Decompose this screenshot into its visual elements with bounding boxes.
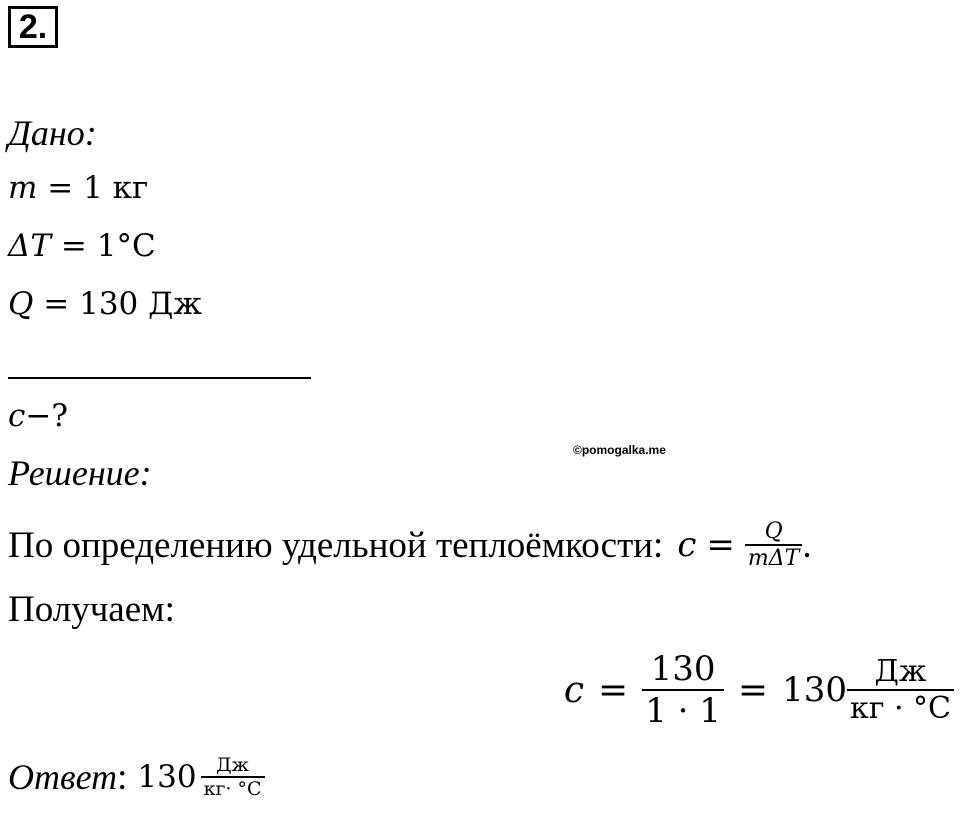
unknown-mark: −?: [25, 398, 68, 434]
definition-line: [8, 505, 812, 585]
calc-unit-numerator: Дж: [874, 654, 927, 689]
given-temperature-value: = 1°C: [51, 228, 156, 264]
solution-heading: Решение:: [8, 453, 152, 493]
answer-colon: :: [117, 756, 128, 798]
calc-equals-1: =: [598, 669, 629, 711]
calc-numerator: 130: [650, 649, 716, 689]
answer-unit-numerator: Дж: [216, 754, 250, 776]
calc-fraction: [642, 649, 724, 731]
calc-equals-2: =: [737, 669, 769, 711]
calc-value: 130: [782, 670, 847, 710]
def-equals: =: [706, 525, 735, 565]
def-numerator: Q: [764, 519, 783, 544]
answer-unit-denominator: кг· °C: [203, 778, 262, 800]
answer-line: [8, 742, 265, 812]
def-lhs: c: [677, 525, 697, 565]
watermark: ©pomogalka.me: [573, 443, 666, 457]
def-denominator: mΔT: [747, 546, 800, 571]
calc-unit-denominator: кг · °C: [849, 691, 951, 726]
given-mass-var: m: [8, 170, 38, 206]
calc-lhs: c: [563, 669, 585, 711]
unknown-line: [8, 398, 68, 434]
given-mass-value: = 1 кг: [37, 170, 149, 206]
calc-unit-fraction: [847, 654, 954, 726]
given-heat: [8, 286, 202, 322]
answer-label: Ответ: [8, 757, 118, 797]
given-heat-value: = 130 Дж: [33, 286, 202, 322]
obtain-text: Получаем:: [8, 589, 175, 630]
def-period: .: [802, 524, 812, 566]
given-divider: [8, 377, 311, 379]
given-heading: Дано:: [8, 113, 97, 153]
given-mass: [8, 170, 148, 206]
calculation-line: [564, 638, 954, 742]
answer-unit-fraction: [201, 754, 265, 800]
unknown-var: c: [8, 398, 26, 434]
calc-denominator: 1 · 1: [645, 691, 721, 731]
definition-text: По определению удельной теплоёмкости:: [8, 524, 664, 566]
answer-value: 130: [137, 759, 197, 795]
problem-number: 2.: [8, 6, 58, 48]
given-temperature: [8, 228, 156, 264]
def-fraction: [745, 519, 802, 571]
given-heat-var: Q: [8, 286, 34, 322]
given-temperature-var: ΔT: [8, 228, 52, 264]
